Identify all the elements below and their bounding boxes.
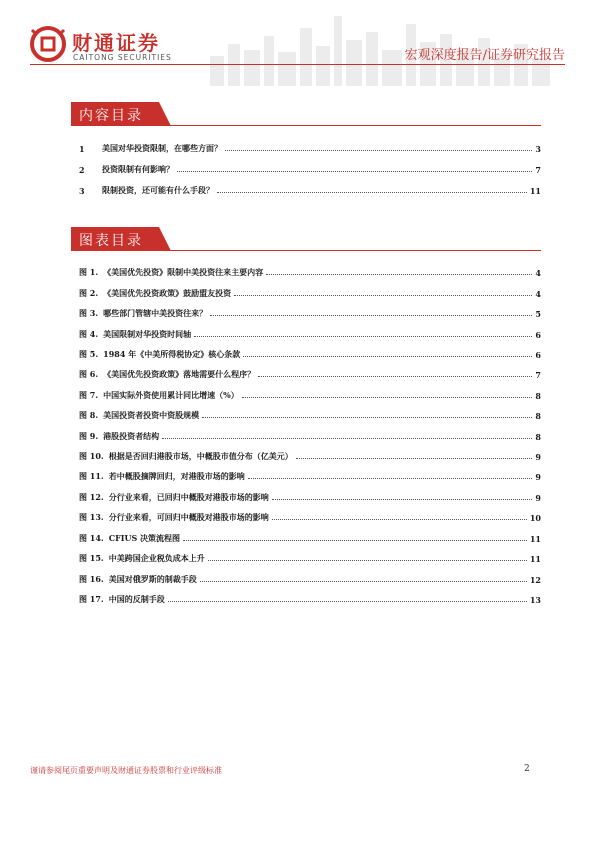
figure-title: 美国限制对华投资时间轴	[103, 329, 192, 339]
toc-item-number: 1	[79, 144, 85, 154]
coin-logo-icon	[30, 26, 66, 62]
brand-name-cn: 财通证券	[72, 31, 160, 55]
figure-label: 图 11.	[79, 471, 104, 481]
figure-page: 8	[535, 391, 541, 401]
figure-item[interactable]	[79, 591, 541, 605]
figure-title: 《美国优先投资》限制中美投资往来主要内容	[103, 267, 264, 277]
dot-leader	[272, 498, 533, 500]
figure-item[interactable]	[79, 264, 541, 278]
dot-leader	[217, 191, 527, 193]
figure-label: 图 5.	[79, 349, 99, 359]
figure-item[interactable]	[79, 468, 541, 482]
figures-section-header	[71, 227, 541, 251]
figures-title: 图表目录	[79, 233, 143, 249]
dot-leader	[202, 416, 532, 418]
toc-item-number: 2	[79, 165, 85, 175]
dot-leader	[242, 396, 533, 398]
figure-label: 图 1.	[79, 267, 99, 277]
figure-item[interactable]	[79, 550, 541, 564]
toc-item-number: 3	[79, 186, 85, 196]
figure-title: 若中概股摘牌回归，对港股市场的影响	[108, 471, 245, 481]
dot-leader	[248, 477, 533, 479]
figure-page: 7	[535, 370, 541, 380]
figure-label: 图 16.	[79, 574, 104, 584]
section-underline	[159, 125, 541, 126]
figure-item[interactable]	[79, 346, 541, 360]
figure-label: 图 4.	[79, 329, 99, 339]
figure-title: 根据是否回归港股市场，中概股市值分布（亿美元）	[108, 451, 293, 461]
figure-page: 5	[535, 309, 541, 319]
figure-title: 1984 年《中美所得税协定》核心条款	[103, 349, 241, 359]
figure-item[interactable]	[79, 326, 541, 340]
figure-label: 图 2.	[79, 288, 99, 298]
toc-item[interactable]	[79, 182, 541, 196]
figure-item[interactable]	[79, 366, 541, 380]
figure-page: 11	[529, 534, 541, 544]
dot-leader	[208, 559, 527, 561]
figure-title: 美国投资者投资中资股规模	[103, 410, 200, 420]
figure-page: 11	[529, 554, 541, 564]
figure-item[interactable]	[79, 387, 541, 401]
figure-page: 6	[535, 330, 541, 340]
figure-label: 图 3.	[79, 308, 99, 318]
dot-leader	[177, 170, 532, 172]
dot-leader	[272, 518, 527, 520]
figure-label: 图 15.	[79, 553, 104, 563]
dot-leader	[168, 600, 527, 602]
toc-item[interactable]	[79, 161, 541, 175]
figure-label: 图 10.	[79, 451, 104, 461]
figure-item[interactable]	[79, 448, 541, 462]
toc-section-header	[71, 102, 541, 126]
figure-item[interactable]	[79, 571, 541, 585]
figure-item[interactable]	[79, 489, 541, 503]
figure-title: 中国实际外资使用累计同比增速（%）	[103, 390, 239, 400]
figure-title: 哪些部门管辖中美投资往来？	[103, 308, 208, 318]
header-divider	[30, 64, 565, 65]
figure-title: CFIUS 决策流程图	[108, 533, 181, 543]
figure-label: 图 17.	[79, 594, 104, 604]
figure-item[interactable]	[79, 407, 541, 421]
figure-title: 中国的反制手段	[108, 594, 165, 604]
toc-item-title: 美国对华投资限制，在哪些方面？	[102, 143, 222, 153]
toc-item-page: 3	[535, 144, 541, 154]
toc-title: 内容目录	[79, 108, 143, 124]
figure-page: 9	[535, 493, 541, 503]
figure-label: 图 14.	[79, 533, 104, 543]
figure-page: 9	[535, 472, 541, 482]
dot-leader	[183, 539, 527, 541]
figure-page: 10	[529, 513, 541, 523]
brand-name-en: CAITONG SECURITIES	[73, 53, 172, 62]
toc-item-title: 限制投资，还可能有什么手段？	[102, 185, 214, 195]
dot-leader	[200, 580, 527, 582]
figure-title: 《美国优先投资政策》落地需要什么程序？	[103, 369, 256, 379]
figure-page: 6	[535, 350, 541, 360]
figure-page: 12	[529, 575, 541, 585]
figure-title: 港股投资者结构	[103, 431, 160, 441]
brand-logo	[30, 26, 190, 66]
dot-leader	[243, 355, 532, 357]
page-number: 2	[524, 764, 530, 774]
dot-leader	[234, 294, 532, 296]
figure-page: 9	[535, 452, 541, 462]
figure-label: 图 9.	[79, 431, 99, 441]
footer-disclaimer: 谨请参阅尾页重要声明及财通证券股票和行业评级标准	[30, 766, 222, 775]
figure-item[interactable]	[79, 285, 541, 299]
toc-item-page: 11	[529, 186, 541, 196]
report-type: 宏观深度报告/证券研究报告	[404, 48, 565, 63]
toc-item-page: 7	[535, 165, 541, 175]
figure-label: 图 6.	[79, 369, 99, 379]
figure-page: 8	[535, 411, 541, 421]
page-header	[0, 0, 595, 92]
toc-item[interactable]	[79, 140, 541, 154]
figure-title: 中美跨国企业税负成本上升	[108, 553, 205, 563]
dot-leader	[162, 437, 532, 439]
figure-title: 美国对俄罗斯的制裁手段	[108, 574, 197, 584]
figure-item[interactable]	[79, 428, 541, 442]
toc-item-title: 投资限制有何影响？	[102, 164, 174, 174]
figure-title: 分行业来看，可回归中概股对港股市场的影响	[108, 512, 269, 522]
figure-page: 13	[529, 595, 541, 605]
dot-leader	[210, 314, 532, 316]
figure-page: 4	[535, 268, 541, 278]
figure-item[interactable]	[79, 305, 541, 319]
figure-item[interactable]	[79, 530, 541, 544]
figure-page: 8	[535, 432, 541, 442]
figure-label: 图 8.	[79, 410, 99, 420]
figure-item[interactable]	[79, 509, 541, 523]
figure-title: 《美国优先投资政策》鼓励盟友投资	[103, 288, 232, 298]
dot-leader	[225, 149, 532, 151]
dot-leader	[296, 457, 533, 459]
figure-label: 图 13.	[79, 512, 104, 522]
figure-label: 图 7.	[79, 390, 99, 400]
dot-leader	[266, 273, 532, 275]
figure-title: 分行业来看，已回归中概股对港股市场的影响	[108, 492, 269, 502]
figure-page: 4	[535, 289, 541, 299]
figure-label: 图 12.	[79, 492, 104, 502]
dot-leader	[194, 335, 532, 337]
dot-leader	[258, 375, 532, 377]
section-underline	[159, 250, 541, 251]
